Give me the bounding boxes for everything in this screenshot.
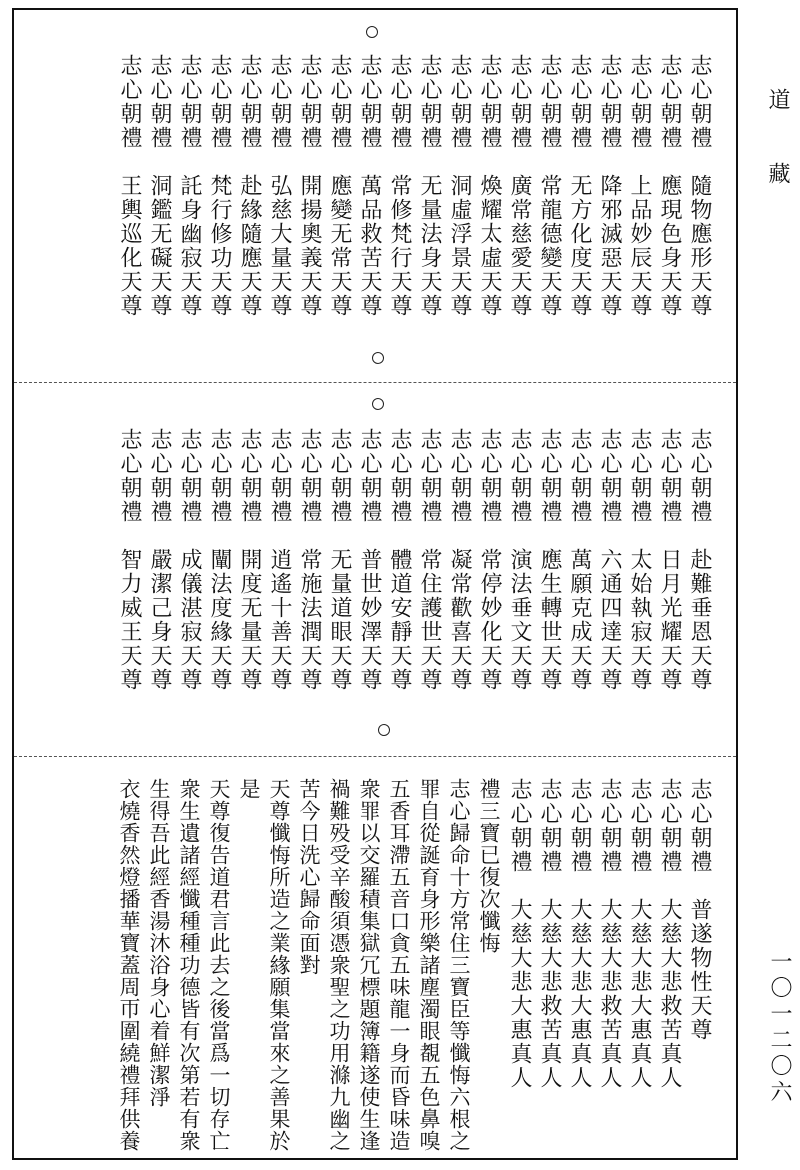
invocation-prefix: 志心朝禮 xyxy=(207,428,232,524)
litany-column xyxy=(264,54,294,318)
deity-name: 日月光耀天尊 xyxy=(657,548,682,692)
text-panel-1 xyxy=(14,12,736,380)
invocation-prefix: 志心朝禮 xyxy=(357,428,382,524)
deity-name: 普遂物性天尊 xyxy=(687,898,712,1042)
litany-column xyxy=(234,54,264,318)
invocation-prefix: 志心朝禮 xyxy=(627,778,652,874)
deity-name: 赴難垂恩天尊 xyxy=(687,548,712,692)
deity-name: 應現色身天尊 xyxy=(657,174,682,318)
litany-and-prose-columns xyxy=(114,778,714,1152)
litany-column xyxy=(324,54,354,318)
litany-column xyxy=(624,428,654,692)
litany-column xyxy=(114,428,144,692)
deity-name: 大慈大悲大惠真人 xyxy=(627,898,652,1090)
invocation-prefix: 志心朝禮 xyxy=(687,54,712,150)
deity-name: 无量道眼天尊 xyxy=(327,548,352,692)
invocation-prefix: 志心朝禮 xyxy=(297,54,322,150)
invocation-prefix: 志心朝禮 xyxy=(117,54,142,150)
invocation-prefix: 志心朝禮 xyxy=(447,428,472,524)
litany-column xyxy=(684,428,714,692)
deity-name: 凝常歡喜天尊 xyxy=(447,548,472,692)
invocation-prefix: 志心朝禮 xyxy=(327,428,352,524)
invocation-prefix: 志心朝禮 xyxy=(117,428,142,524)
invocation-prefix: 志心朝禮 xyxy=(447,54,472,150)
litany-column xyxy=(294,428,324,692)
prose-column: 衣燒香然燈播華寶蓋周帀圍繞禮拜供養 xyxy=(117,778,141,1152)
panel-divider-2 xyxy=(14,756,736,757)
litany-column xyxy=(384,428,414,692)
deity-name: 降邪滅惡天尊 xyxy=(597,174,622,318)
litany-column xyxy=(264,428,294,692)
deity-name: 梵行修功天尊 xyxy=(207,174,232,318)
invocation-prefix: 志心朝禮 xyxy=(567,428,592,524)
litany-column xyxy=(504,54,534,318)
deity-name: 開揚奧義天尊 xyxy=(297,174,322,318)
litany-column xyxy=(354,54,384,318)
prose-column: 是 xyxy=(237,778,261,800)
litany-column xyxy=(144,428,174,692)
litany-column xyxy=(564,778,594,1152)
litany-column xyxy=(594,778,624,1152)
litany-column xyxy=(444,54,474,318)
litany-column xyxy=(564,428,594,692)
litany-column xyxy=(624,54,654,318)
prose-column: 五香耳滯五音口貪五味龍一身而昏味造 xyxy=(387,778,411,1152)
invocation-prefix: 志心朝禮 xyxy=(417,428,442,524)
deity-name: 王輿巡化天尊 xyxy=(117,174,142,318)
text-panel-2 xyxy=(14,386,736,754)
invocation-prefix: 志心朝禮 xyxy=(507,778,532,874)
invocation-prefix: 志心朝禮 xyxy=(387,54,412,150)
prose-column: 衆罪以交羅積集獄冗標題簿籍遂使生逢 xyxy=(357,778,381,1152)
invocation-prefix: 志心朝禮 xyxy=(507,428,532,524)
litany-columns xyxy=(114,54,714,318)
deity-name: 智力威王天尊 xyxy=(117,548,142,692)
deity-name: 常修梵行天尊 xyxy=(387,174,412,318)
invocation-prefix: 志心朝禮 xyxy=(507,54,532,150)
deity-name: 萬品救苦天尊 xyxy=(357,174,382,318)
deity-name: 赴緣隨應天尊 xyxy=(237,174,262,318)
prose-column: 禍難殁受辛酸須憑衆聖之功用滌九幽之 xyxy=(327,778,351,1152)
invocation-prefix: 志心朝禮 xyxy=(477,428,502,524)
invocation-prefix: 志心朝禮 xyxy=(657,54,682,150)
invocation-prefix: 志心朝禮 xyxy=(147,428,172,524)
deity-name: 託身幽寂天尊 xyxy=(177,174,202,318)
deity-name: 大慈大悲大惠真人 xyxy=(507,898,532,1090)
deity-name: 无量法身天尊 xyxy=(417,174,442,318)
deity-name: 闡法度緣天尊 xyxy=(207,548,232,692)
deity-name: 體道安靜天尊 xyxy=(387,548,412,692)
deity-name: 應生轉世天尊 xyxy=(537,548,562,692)
deity-name: 大慈大悲大惠真人 xyxy=(567,898,592,1090)
invocation-prefix: 志心朝禮 xyxy=(537,54,562,150)
deity-name: 洞虛浮景天尊 xyxy=(447,174,472,318)
deity-name: 演法垂文天尊 xyxy=(507,548,532,692)
invocation-prefix: 志心朝禮 xyxy=(477,54,502,150)
litany-column xyxy=(174,428,204,692)
deity-name: 逍遙十善天尊 xyxy=(267,548,292,692)
deity-name: 太始執寂天尊 xyxy=(627,548,652,692)
litany-column xyxy=(654,778,684,1152)
deity-name: 煥耀太虛天尊 xyxy=(477,174,502,318)
litany-column xyxy=(654,54,684,318)
invocation-prefix: 志心朝禮 xyxy=(357,54,382,150)
invocation-prefix: 志心朝禮 xyxy=(597,428,622,524)
invocation-prefix: 志心朝禮 xyxy=(537,428,562,524)
deity-name: 普世妙澤天尊 xyxy=(357,548,382,692)
invocation-prefix: 志心朝禮 xyxy=(237,428,262,524)
deity-name: 洞鑑无礙天尊 xyxy=(147,174,172,318)
litany-column xyxy=(234,428,264,692)
deity-name: 大慈大悲救苦真人 xyxy=(597,898,622,1090)
invocation-prefix: 志心朝禮 xyxy=(567,54,592,150)
litany-column xyxy=(654,428,684,692)
invocation-prefix: 志心朝禮 xyxy=(537,778,562,874)
invocation-prefix: 志心朝禮 xyxy=(597,54,622,150)
prose-column: 衆生遺諸經懺種種功德皆有次第若有衆 xyxy=(177,778,201,1152)
deity-name: 上品妙辰天尊 xyxy=(627,174,652,318)
litany-column xyxy=(204,54,234,318)
deity-name: 无方化度天尊 xyxy=(567,174,592,318)
invocation-prefix: 志心朝禮 xyxy=(687,778,712,874)
invocation-prefix: 志心朝禮 xyxy=(597,778,622,874)
invocation-prefix: 志心朝禮 xyxy=(267,428,292,524)
deity-name: 常龍德變天尊 xyxy=(537,174,562,318)
litany-column xyxy=(384,54,414,318)
deity-name: 大慈大悲救苦真人 xyxy=(657,898,682,1090)
litany-column xyxy=(684,54,714,318)
litany-column xyxy=(114,54,144,318)
litany-column xyxy=(324,428,354,692)
prose-column: 天尊復告道君言此去之後當爲一切存亡 xyxy=(207,778,231,1152)
prose-column: 罪自從誕育身形樂諸塵濁眼覩五色鼻嗅 xyxy=(417,778,441,1152)
invocation-prefix: 志心朝禮 xyxy=(177,428,202,524)
panel-divider-1 xyxy=(14,382,736,383)
litany-column xyxy=(204,428,234,692)
deity-name: 隨物應形天尊 xyxy=(687,174,712,318)
prose-column: 志心歸命十方常住三寶臣等懺悔六根之 xyxy=(447,778,471,1152)
invocation-prefix: 志心朝禮 xyxy=(657,778,682,874)
deity-name: 萬願克成天尊 xyxy=(567,548,592,692)
invocation-prefix: 志心朝禮 xyxy=(387,428,412,524)
litany-column xyxy=(414,428,444,692)
page-sidebar xyxy=(752,0,800,1170)
litany-column xyxy=(504,778,534,1152)
deity-name: 常停妙化天尊 xyxy=(477,548,502,692)
litany-column xyxy=(624,778,654,1152)
deity-name: 六通四達天尊 xyxy=(597,548,622,692)
deity-name: 嚴潔己身天尊 xyxy=(147,548,172,692)
litany-column xyxy=(684,778,714,1152)
prose-column: 苦今日洗心歸命面對 xyxy=(297,778,321,976)
invocation-prefix: 志心朝禮 xyxy=(237,54,262,150)
litany-column xyxy=(444,428,474,692)
prose-column: 生得吾此經香湯沐浴身心着鮮潔淨 xyxy=(147,778,171,1108)
invocation-prefix: 志心朝禮 xyxy=(627,428,652,524)
litany-column xyxy=(174,54,204,318)
litany-column xyxy=(534,428,564,692)
invocation-prefix: 志心朝禮 xyxy=(147,54,172,150)
page-number: 一〇一二〇六 xyxy=(767,950,792,1106)
invocation-prefix: 志心朝禮 xyxy=(267,54,292,150)
litany-column xyxy=(414,54,444,318)
litany-columns xyxy=(114,428,714,692)
prose-column: 禮三寶已復次懺悔 xyxy=(477,778,501,954)
litany-column xyxy=(534,54,564,318)
invocation-prefix: 志心朝禮 xyxy=(297,428,322,524)
litany-column xyxy=(354,428,384,692)
litany-column xyxy=(144,54,174,318)
prose-column: 天尊懺悔所造之業緣願集當來之善果於 xyxy=(267,778,291,1152)
invocation-prefix: 志心朝禮 xyxy=(177,54,202,150)
litany-column xyxy=(504,428,534,692)
litany-column xyxy=(534,778,564,1152)
invocation-prefix: 志心朝禮 xyxy=(417,54,442,150)
deity-name: 常住護世天尊 xyxy=(417,548,442,692)
deity-name: 成儀湛寂天尊 xyxy=(177,548,202,692)
deity-name: 廣常慈愛天尊 xyxy=(507,174,532,318)
invocation-prefix: 志心朝禮 xyxy=(327,54,352,150)
deity-name: 開度无量天尊 xyxy=(237,548,262,692)
invocation-prefix: 志心朝禮 xyxy=(627,54,652,150)
litany-column xyxy=(474,54,504,318)
deity-name: 應變无常天尊 xyxy=(327,174,352,318)
invocation-prefix: 志心朝禮 xyxy=(567,778,592,874)
litany-column xyxy=(294,54,324,318)
litany-column xyxy=(594,428,624,692)
deity-name: 大慈大悲救苦真人 xyxy=(537,898,562,1090)
litany-column xyxy=(594,54,624,318)
text-panel-3 xyxy=(14,760,736,1152)
litany-column xyxy=(474,428,504,692)
litany-column xyxy=(564,54,594,318)
invocation-prefix: 志心朝禮 xyxy=(207,54,232,150)
deity-name: 常施法潤天尊 xyxy=(297,548,322,692)
invocation-prefix: 志心朝禮 xyxy=(657,428,682,524)
deity-name: 弘慈大量天尊 xyxy=(267,174,292,318)
invocation-prefix: 志心朝禮 xyxy=(687,428,712,524)
canon-title: 道藏 xyxy=(765,88,790,236)
